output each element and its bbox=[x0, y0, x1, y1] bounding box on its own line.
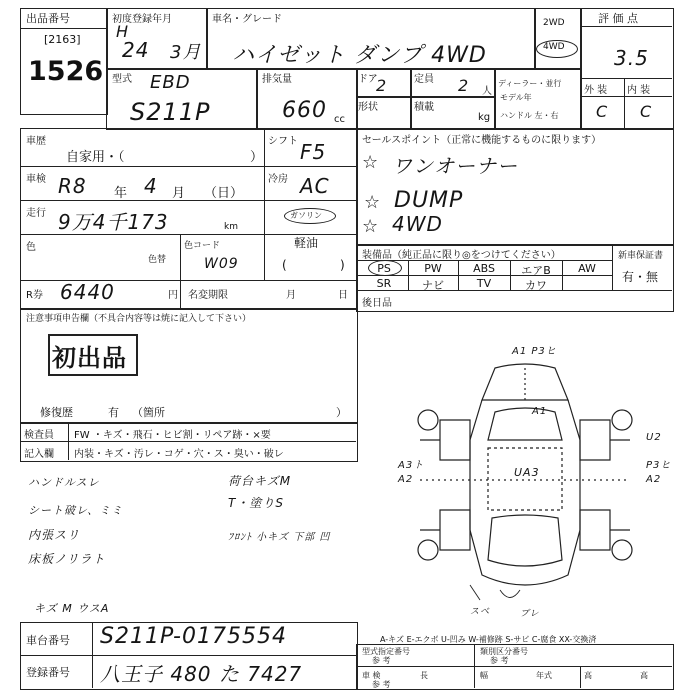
int-label: 内 装 bbox=[627, 85, 651, 96]
remark-5: T・塗りS bbox=[228, 496, 284, 510]
sales-star-2: ☆ bbox=[364, 192, 382, 213]
chassis-label: 車台番号 bbox=[26, 634, 70, 647]
mileage-value: 9万4千173 bbox=[58, 210, 169, 234]
fuel-options: ガソリン bbox=[290, 211, 322, 220]
r-unit: 円 bbox=[168, 290, 178, 301]
fuel-circle bbox=[284, 208, 336, 224]
door-label: ドア bbox=[358, 74, 378, 85]
cap-label: 定員 bbox=[414, 74, 434, 85]
equip-navi: ナビ bbox=[422, 279, 444, 292]
repair-close: ） bbox=[336, 406, 347, 419]
remark-3: 内張スリ bbox=[28, 528, 81, 542]
reg-year: 24 bbox=[122, 38, 150, 62]
repair-place: （箇所 bbox=[132, 406, 165, 419]
h2-label: 高 bbox=[640, 671, 648, 680]
repair-label: 修復歴 bbox=[40, 406, 73, 419]
ac-label: 冷房 bbox=[268, 174, 288, 185]
ext-label: 外 装 bbox=[584, 85, 608, 96]
fuel-value: 軽油 bbox=[294, 236, 319, 250]
dealer-label: ディーラー・並行 bbox=[498, 79, 562, 88]
cap-value: 2 bbox=[458, 76, 470, 95]
equip-ps: PS bbox=[377, 262, 391, 275]
drive-2wd: 2WD bbox=[543, 18, 565, 28]
load-label: 積載 bbox=[414, 102, 434, 113]
color-no-label: 色替 bbox=[148, 255, 167, 265]
equip-airbag: エアB bbox=[521, 264, 551, 277]
mileage-unit: km bbox=[224, 222, 238, 232]
chassis-value: S211P-0175554 bbox=[100, 624, 287, 649]
y-label: 年式 bbox=[536, 671, 552, 680]
remark-1: ハンドルスレ bbox=[28, 476, 100, 489]
inspect-line-1: FW ・キズ・飛石・ヒビ割・リペア跡・×要 bbox=[74, 430, 271, 441]
remark-6: 床板ノリラト bbox=[28, 552, 106, 566]
mode-sub: 幅 bbox=[480, 671, 488, 680]
sales-point-1: ワンオーナー bbox=[392, 154, 518, 178]
mode-label: 車 検 bbox=[362, 671, 381, 680]
equip-abs: ABS bbox=[473, 262, 495, 275]
ref-label: 参 考 bbox=[372, 680, 391, 689]
equip-leather: カワ bbox=[525, 279, 547, 292]
model-code: S211P bbox=[130, 98, 211, 126]
diagram-mark-6: U2 bbox=[646, 432, 662, 443]
reg-era: H bbox=[116, 22, 130, 41]
cert-label: 型式指定番号 bbox=[362, 647, 410, 656]
inspect-line-2: 内装・キズ・汚レ・コゲ・穴・ス・臭い・破レ bbox=[74, 449, 284, 460]
lot-number: 1526 bbox=[28, 56, 104, 87]
diagram-mark-4: A3ト bbox=[398, 460, 425, 471]
door-value: 2 bbox=[376, 76, 388, 95]
diagram-mark-1: A1 P3ヒ bbox=[512, 346, 557, 357]
diagram-mark-9: スベ bbox=[470, 607, 491, 617]
h-label: 高 bbox=[584, 671, 592, 680]
load-unit: kg bbox=[478, 112, 491, 123]
history-close: ） bbox=[250, 150, 264, 165]
score-value: 3.5 bbox=[614, 46, 649, 70]
diagram-mark-5: A2 bbox=[398, 474, 414, 485]
model-year-label: モデル年 bbox=[500, 93, 532, 102]
r-value: 6440 bbox=[60, 280, 115, 304]
shift-value: F5 bbox=[300, 140, 327, 164]
warranty-value: 有・無 bbox=[622, 270, 659, 284]
reg-month: 3月 bbox=[170, 42, 202, 63]
diagram-mark-8: A2 bbox=[646, 474, 662, 485]
remark-7: ﾌﾛﾝﾄ 小キズ 下部 凹 bbox=[228, 532, 331, 543]
remark-4: 荷台キズM bbox=[228, 474, 292, 488]
nameplate-month: 月 bbox=[286, 290, 296, 301]
shift-label: シフト bbox=[268, 136, 298, 147]
notes-title: 注意事項申告欄（不具合内容等は焼に記入して下さい） bbox=[26, 314, 252, 324]
mileage-label: 走行 bbox=[26, 208, 46, 219]
plate-label: 登録番号 bbox=[26, 666, 70, 679]
name-label: 車名・グレード bbox=[212, 14, 282, 25]
equip-sr: SR bbox=[376, 277, 392, 290]
inspect-month: 4 bbox=[144, 174, 158, 198]
lot-sub: [2163] bbox=[44, 33, 81, 46]
inspect-day-label: （日） bbox=[204, 186, 244, 201]
sales-point-3: 4WD bbox=[392, 212, 443, 236]
nameplate-label: 名変期限 bbox=[188, 290, 228, 301]
r-label: R券 bbox=[26, 290, 43, 301]
repair-value: 有 bbox=[108, 406, 119, 419]
disp-value: 660 bbox=[282, 98, 327, 123]
model-label: 型式 bbox=[112, 74, 132, 85]
ac-value: AC bbox=[300, 174, 330, 198]
sales-star-1: ☆ bbox=[362, 152, 380, 173]
history-label: 車歴 bbox=[26, 136, 46, 147]
diagram-mark-7: P3ヒ bbox=[646, 460, 672, 471]
legend: A-キズ E-エクボ U-凹み W-補修跡 S-サビ C-腐食 XX-交換済 bbox=[380, 635, 597, 644]
equip-pw: PW bbox=[424, 262, 442, 275]
int-grade: C bbox=[640, 102, 653, 121]
sales-point-2: DUMP bbox=[394, 188, 464, 213]
equip-title: 装備品（純正品に限り◎をつけてください） bbox=[362, 250, 561, 261]
plate-value: 八王子 480 た 7427 bbox=[100, 662, 303, 686]
nameplate-day: 日 bbox=[338, 290, 348, 301]
cert-sub: 参 考 bbox=[372, 656, 391, 665]
bottom-note: キズ M ウスA bbox=[34, 602, 110, 615]
history-value: 自家用・（ bbox=[66, 150, 125, 165]
reg-label: 初度登録年月 bbox=[112, 14, 172, 25]
inspect-label-2: 記入欄 bbox=[24, 449, 54, 460]
diagram-mark-2: A1 bbox=[532, 406, 548, 417]
color-code: W09 bbox=[204, 256, 239, 272]
ext-grade: C bbox=[596, 102, 609, 121]
car-name: ハイゼット ダンプ 4WD bbox=[232, 43, 487, 68]
inspect-era: R8 bbox=[58, 174, 87, 198]
lot-label: 出品番号 bbox=[26, 12, 70, 25]
after-label: 後日品 bbox=[362, 298, 392, 309]
l-label: 長 bbox=[420, 671, 428, 680]
inspect-year-label: 年 bbox=[114, 186, 128, 201]
disp-label: 排気量 bbox=[262, 74, 292, 85]
first-listing-stamp: 初出品 bbox=[52, 344, 127, 372]
cap-unit: 人 bbox=[482, 86, 492, 97]
paren-close: ) bbox=[340, 258, 345, 272]
sales-title: セールスポイント（正常に機能するものに限ります） bbox=[362, 135, 602, 146]
inspect-label: 車検 bbox=[26, 174, 46, 185]
car-diagram bbox=[400, 360, 650, 610]
paren-open: ( bbox=[282, 258, 287, 272]
model-prefix: EBD bbox=[150, 72, 191, 93]
diagram-mark-3: UA3 bbox=[514, 466, 540, 479]
drive-4wd: 4WD bbox=[543, 42, 565, 52]
handle-label: ハンドル 左・右 bbox=[500, 111, 559, 120]
equip-tv: TV bbox=[476, 277, 492, 290]
color-label: 色 bbox=[26, 242, 36, 253]
inspect-month-label: 月 bbox=[172, 186, 186, 201]
class-sub: 参 考 bbox=[490, 656, 509, 665]
equip-ps-circle bbox=[368, 260, 402, 276]
color-code-label: 色コード bbox=[184, 241, 221, 251]
disp-unit: cc bbox=[334, 114, 345, 125]
warranty-label: 新車保証書 bbox=[618, 251, 664, 261]
score-label: 評 価 点 bbox=[598, 12, 638, 25]
class-label: 類別区分番号 bbox=[480, 647, 528, 656]
equip-aw: AW bbox=[578, 262, 596, 275]
shape-label: 形状 bbox=[358, 102, 378, 113]
inspect-label-1: 検査員 bbox=[24, 430, 54, 441]
sales-star-3: ☆ bbox=[362, 216, 380, 237]
remark-2: シート破レ、ミミ bbox=[28, 504, 124, 517]
diagram-mark-10: ブレ bbox=[520, 609, 540, 619]
